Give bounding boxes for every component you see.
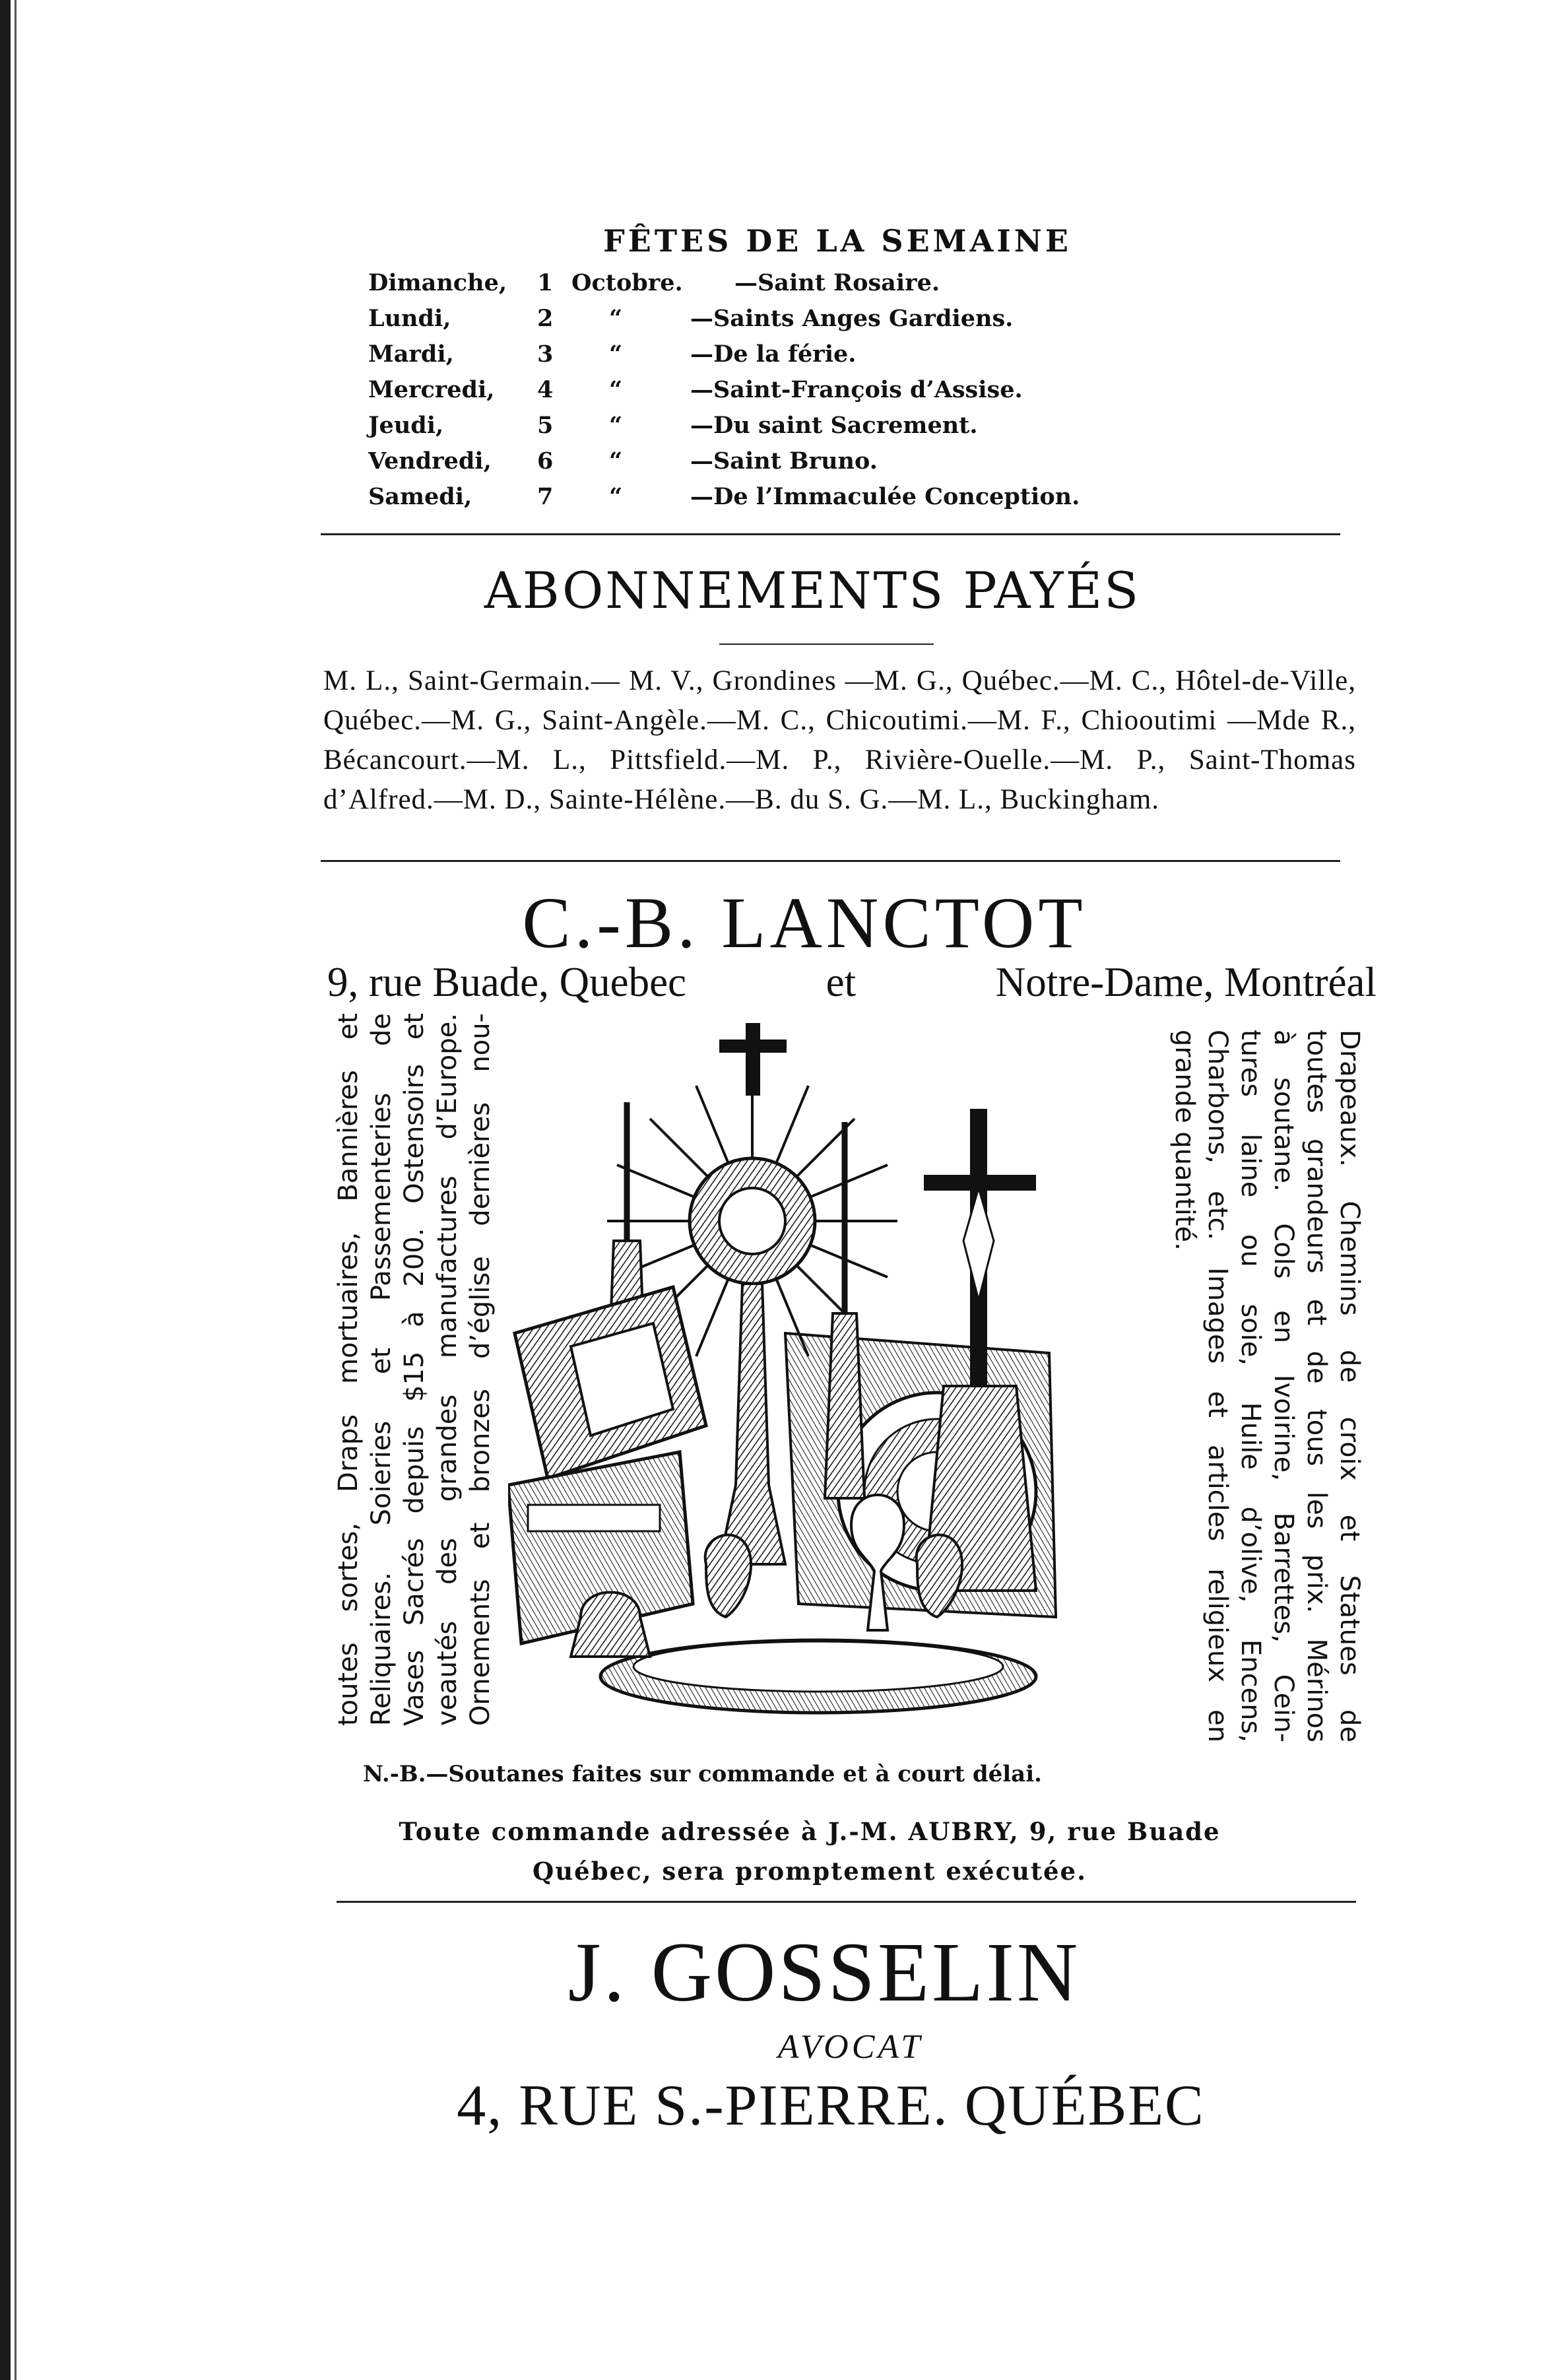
fete-date: 2 [537,305,554,332]
gosselin-title: AVOCAT [777,2028,924,2066]
lanctot-right-column [1168,1030,1366,1742]
lanctot-left-column [332,1013,497,1726]
abonnements-title: ABONNEMENTS PAYÉS [484,561,1141,620]
left-column-line: toutes sortes, Draps mortuaires, Bannières et [333,1013,364,1726]
fete-name: —De l’Immaculée Conception. [690,483,1080,510]
commande-line-2: Québec, sera promptement exécutée. [533,1857,1087,1886]
fete-month: Octobre. [571,269,683,296]
fete-day: Dimanche, [368,269,507,296]
fete-name: —Du saint Sacrement. [690,412,978,439]
fete-name: —De la férie. [690,341,857,368]
fete-day: Lundi, [368,305,451,332]
fete-month: “ [609,376,623,403]
fete-month: “ [609,341,623,368]
right-column-line: tures laine ou soie, Huile d’olive, Encens, [1235,1030,1266,1742]
fete-name: —Saint Rosaire. [734,269,940,296]
fete-day: Samedi, [368,483,472,510]
right-column-line: toutes grandeurs et de tous les prix. Mérinos [1301,1030,1332,1742]
fete-name: —Saint Bruno. [690,447,878,475]
fete-month: “ [609,412,623,439]
right-column-line: Drapeaux. Chemins de croix et Statues de [1334,1030,1365,1742]
divider-rule [337,1901,1356,1903]
nb-note: N.-B.—Soutanes faites sur commande et à court délai. [363,1761,1042,1787]
fete-date: 1 [537,269,554,296]
commande-line-1: Toute commande adressée à J.-M. AUBRY, 9, rue Buade [399,1817,1221,1846]
divider-rule [321,860,1340,862]
lanctot-address-et: et [826,959,857,1005]
lanctot-address-montreal: Notre-Dame, Montréal [995,959,1377,1005]
fete-date: 7 [537,483,554,510]
fete-name: —Saint-François d’Assise. [690,376,1023,403]
page-binding-shadow [15,0,16,2380]
fete-month: “ [609,305,623,332]
fete-name: —Saints Anges Gardiens. [690,305,1014,332]
fete-day: Vendredi, [368,447,492,475]
divider-rule [321,533,1340,535]
right-column-line: Charbons, etc. Images et articles religieux en [1202,1030,1233,1742]
abonnements-list: M. L., Saint-Germain.— M. V., Grondines —M. G., Québec.—M. C., Hôtel-de-Ville, Québec.—M. G., Saint-Angèle.—M. C., Chicoutimi.—M. F., Chiooutimi —Mde R., Bécancourt.—M. L., Pittsfield.—M. P., Rivière-Ouelle.—M. P., Saint-Thomas d’Alfred.—M. D., Sainte-Hélène.—B. du S. G.—M. L., Buckingham. [323,665,1356,815]
fete-date: 4 [537,376,554,403]
page-binding-edge [0,0,11,2380]
fete-day: Jeudi, [368,412,444,439]
fete-date: 6 [537,447,554,475]
left-column-line: veautés des grandes manufactures d’Europe. [432,1013,463,1726]
church-goods-engraving [508,1023,1142,1742]
gosselin-address: 4, RUE S.-PIERRE. QUÉBEC [457,2074,1205,2138]
fete-date: 5 [537,412,554,439]
left-column-line: Vases Sacrés depuis $15 à 200. Ostensoirs et [399,1013,430,1726]
gosselin-name: J. GOSSELIN [567,1925,1081,2019]
lanctot-address-quebec: 9, rue Buade, Quebec [327,959,687,1005]
right-column-line: grande quantité. [1169,1030,1200,1251]
lanctot-name: C.-B. LANCTOT [522,882,1087,963]
fete-day: Mardi, [368,341,454,368]
right-column-line: à soutane. Cols en Ivoirine, Barrettes, Cein- [1268,1030,1299,1742]
fete-date: 3 [537,341,554,368]
lanctot-address [327,958,1377,1007]
short-rule [719,644,934,645]
fete-month: “ [609,483,623,510]
left-column-line: Reliquaires. Soieries et Passementeries de [366,1013,397,1726]
left-column-line: Ornements et bronzes d’église dernières nou- [465,1013,496,1726]
fete-day: Mercredi, [368,376,495,403]
fetes-title: FÊTES DE LA SEMAINE [603,223,1072,259]
fete-month: “ [609,447,623,475]
commande-note [32,1812,1556,1891]
